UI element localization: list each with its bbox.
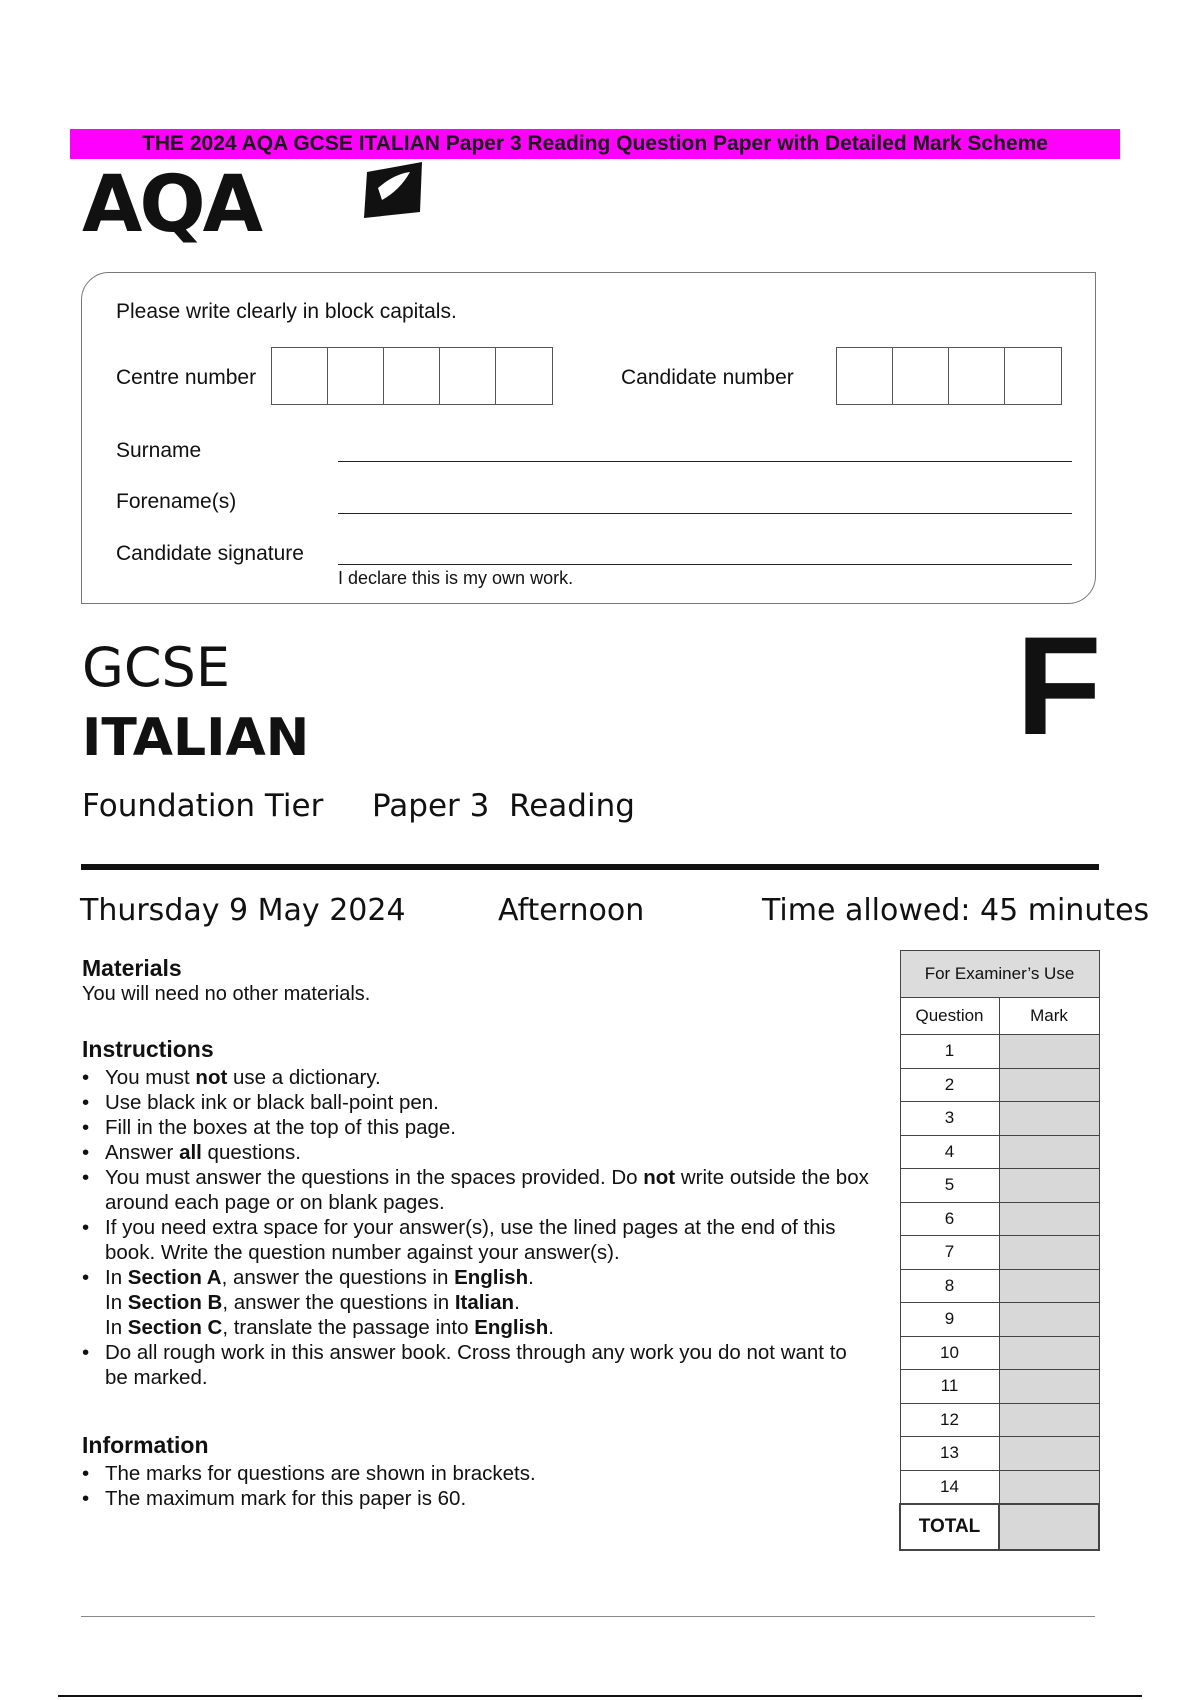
centre-number-digit[interactable] xyxy=(272,348,328,404)
question-number: 7 xyxy=(900,1236,999,1270)
instruction-item: • Do all rough work in this answer book. Cross through any work you do not want to be marked. xyxy=(82,1340,872,1390)
centre-number-digit[interactable] xyxy=(384,348,440,404)
candidate-number-digit[interactable] xyxy=(837,348,893,404)
mark-cell xyxy=(999,1135,1099,1169)
exam-date: Thursday 9 May 2024 xyxy=(80,893,406,928)
examiner-use-table xyxy=(899,950,1100,1551)
centre-number-digit[interactable] xyxy=(440,348,496,404)
instructions-heading: Instructions xyxy=(82,1036,214,1062)
question-number: 9 xyxy=(900,1303,999,1337)
question-number: 3 xyxy=(900,1102,999,1136)
question-number: 5 xyxy=(900,1169,999,1203)
information-item: • The maximum mark for this paper is 60. xyxy=(82,1486,872,1511)
qualification-title: GCSE xyxy=(82,636,230,699)
exam-session: Afternoon xyxy=(498,893,645,928)
information-list xyxy=(82,1461,872,1511)
forename-line[interactable] xyxy=(338,513,1072,514)
centre-number-label: Centre number xyxy=(116,366,257,389)
examiner-table-row xyxy=(900,1269,1099,1303)
question-number: 14 xyxy=(900,1470,999,1504)
mark-cell xyxy=(999,1068,1099,1102)
question-column-header: Question xyxy=(900,998,999,1035)
examiner-table-row xyxy=(900,1336,1099,1370)
tier-letter: F xyxy=(1016,607,1102,764)
mark-cell xyxy=(999,1169,1099,1203)
information-heading: Information xyxy=(82,1432,209,1458)
examiner-table-row xyxy=(900,1102,1099,1136)
mark-cell xyxy=(999,1102,1099,1136)
examiner-table-row xyxy=(900,1303,1099,1337)
mark-cell xyxy=(999,1303,1099,1337)
block-capitals-instruction: Please write clearly in block capitals. xyxy=(116,300,457,323)
instruction-item: • If you need extra space for your answer(s), use the lined pages at the end of this book. Write the question number against your answer(s). xyxy=(82,1215,872,1265)
materials-heading: Materials xyxy=(82,955,182,981)
subject-title: ITALIAN xyxy=(82,708,310,768)
centre-number-boxes[interactable] xyxy=(271,347,553,405)
mark-cell xyxy=(999,1336,1099,1370)
centre-number-digit[interactable] xyxy=(496,348,552,404)
examiner-table-row xyxy=(900,1068,1099,1102)
examiner-table-row xyxy=(900,1370,1099,1404)
mark-cell xyxy=(999,1269,1099,1303)
examiner-table-row xyxy=(900,1403,1099,1437)
examiner-table-row xyxy=(900,1437,1099,1471)
signature-line[interactable] xyxy=(338,564,1072,565)
examiner-table-row xyxy=(900,1135,1099,1169)
paper-label: Paper 3 Reading xyxy=(372,788,635,824)
question-number: 13 xyxy=(900,1437,999,1471)
divider-thick xyxy=(81,864,1099,870)
mark-cell xyxy=(999,1370,1099,1404)
surname-line[interactable] xyxy=(338,461,1072,462)
page-bottom-border xyxy=(58,1695,1142,1697)
candidate-number-digit[interactable] xyxy=(1005,348,1061,404)
candidate-number-digit[interactable] xyxy=(893,348,949,404)
signature-label: Candidate signature xyxy=(116,542,304,565)
question-number: 1 xyxy=(900,1035,999,1069)
aqa-logo xyxy=(82,160,342,250)
surname-label: Surname xyxy=(116,439,202,462)
mark-cell xyxy=(999,1035,1099,1069)
mark-cell xyxy=(999,1236,1099,1270)
document-title-banner: THE 2024 AQA GCSE ITALIAN Paper 3 Reading Question Paper with Detailed Mark Scheme xyxy=(70,129,1120,159)
question-number: 8 xyxy=(900,1269,999,1303)
question-number: 11 xyxy=(900,1370,999,1404)
total-mark-cell xyxy=(999,1504,1099,1550)
candidate-number-digit[interactable] xyxy=(949,348,1005,404)
aqa-logo-mark-icon xyxy=(282,160,422,220)
mark-cell xyxy=(999,1437,1099,1471)
information-item: • The marks for questions are shown in brackets. xyxy=(82,1461,872,1486)
instruction-item: • Use black ink or black ball-point pen. xyxy=(82,1090,872,1115)
centre-number-digit[interactable] xyxy=(328,348,384,404)
examiner-table-row xyxy=(900,1169,1099,1203)
tier-label: Foundation Tier xyxy=(82,788,324,824)
examiner-table-row xyxy=(900,1236,1099,1270)
mark-cell xyxy=(999,1403,1099,1437)
question-number: 12 xyxy=(900,1403,999,1437)
instruction-item: • You must answer the questions in the spaces provided. Do not write outside the box around each page or on blank pages. xyxy=(82,1165,872,1215)
instructions-list xyxy=(82,1065,872,1390)
question-number: 4 xyxy=(900,1135,999,1169)
time-allowed: Time allowed: 45 minutes xyxy=(762,893,1150,928)
footer-divider xyxy=(81,1616,1095,1617)
examiner-table-title: For Examiner’s Use xyxy=(900,951,1099,998)
question-number: 2 xyxy=(900,1068,999,1102)
materials-text: You will need no other materials. xyxy=(82,983,371,1005)
instruction-item: • In Section A, answer the questions in English. In Section B, answer the questions in Italian. In Section C, translate the passage into English. xyxy=(82,1265,872,1340)
candidate-number-label: Candidate number xyxy=(621,366,794,389)
mark-cell xyxy=(999,1470,1099,1504)
candidate-details-box xyxy=(81,272,1096,604)
examiner-table-row xyxy=(900,1035,1099,1069)
question-number: 6 xyxy=(900,1202,999,1236)
candidate-number-boxes[interactable] xyxy=(836,347,1062,405)
mark-column-header: Mark xyxy=(999,998,1099,1035)
instruction-item: • Fill in the boxes at the top of this page. xyxy=(82,1115,872,1140)
question-number: 10 xyxy=(900,1336,999,1370)
forename-label: Forename(s) xyxy=(116,490,237,513)
aqa-logo-text: AQA xyxy=(82,160,261,250)
declaration-text: I declare this is my own work. xyxy=(338,568,574,588)
examiner-table-row xyxy=(900,1202,1099,1236)
examiner-table-row xyxy=(900,1470,1099,1504)
mark-cell xyxy=(999,1202,1099,1236)
instruction-item: • Answer all questions. xyxy=(82,1140,872,1165)
total-label: TOTAL xyxy=(900,1504,999,1550)
instruction-item: • You must not use a dictionary. xyxy=(82,1065,872,1090)
